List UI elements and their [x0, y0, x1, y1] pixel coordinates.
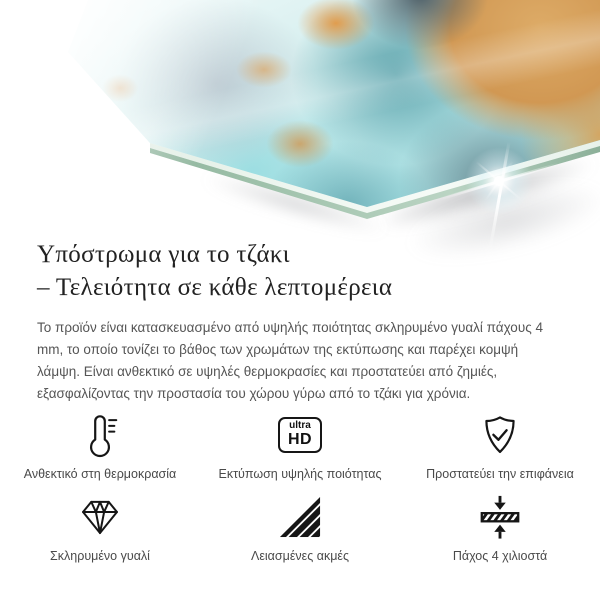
diamond-icon — [77, 494, 123, 540]
title-line-2: – Τελειότητα σε κάθε λεπτομέρεια — [37, 274, 393, 301]
feature-label: Ανθεκτικό στη θερμοκρασία — [23, 467, 177, 481]
feature-polished-edges — [200, 494, 400, 564]
feature-tempered-glass — [0, 494, 200, 564]
feature-label: Σκληρυμένο γυαλί — [50, 549, 150, 563]
ultra-hd-icon — [278, 412, 322, 458]
ultra-hd-text-bottom: HD — [287, 431, 313, 448]
feature-label: Πάχος 4 χιλιοστά — [452, 549, 548, 563]
ultra-hd-text-top: ultra — [289, 420, 311, 431]
shield-check-icon — [478, 412, 522, 458]
thermometer-icon — [77, 412, 123, 458]
thickness-icon — [477, 494, 523, 540]
feature-label: Λειασμένες ακμές — [250, 549, 349, 563]
feature-label: Εκτύπωση υψηλής ποιότητας — [218, 467, 382, 481]
product-photo — [0, 0, 600, 232]
feature-protection — [400, 412, 600, 482]
polished-edges-icon — [278, 494, 322, 540]
feature-thickness — [400, 494, 600, 564]
product-description: Το προϊόν είναι κατασκευασμένο από υψηλής ποιότητας σκληρυμένο γυαλί πάχους 4 mm, το οποίο τονίζει το βάθος των χρωμάτων της εκτύπωσης και παρέχει κομψή λάμψη. Είναι ανθεκτικό σε υψηλές θερμοκρασίες και προστατεύει από ζημιές, εξασφαλίζοντας την προστασία του χώρου γύρω από το τζάκι για χρόνια. — [37, 320, 543, 401]
title-line-1: Υπόστρωμα για το τζάκι — [37, 241, 290, 268]
feature-temperature — [0, 412, 200, 482]
feature-label: Προστατεύει την επιφάνεια — [426, 467, 574, 481]
feature-print-quality — [200, 412, 400, 482]
feature-grid — [0, 412, 600, 564]
